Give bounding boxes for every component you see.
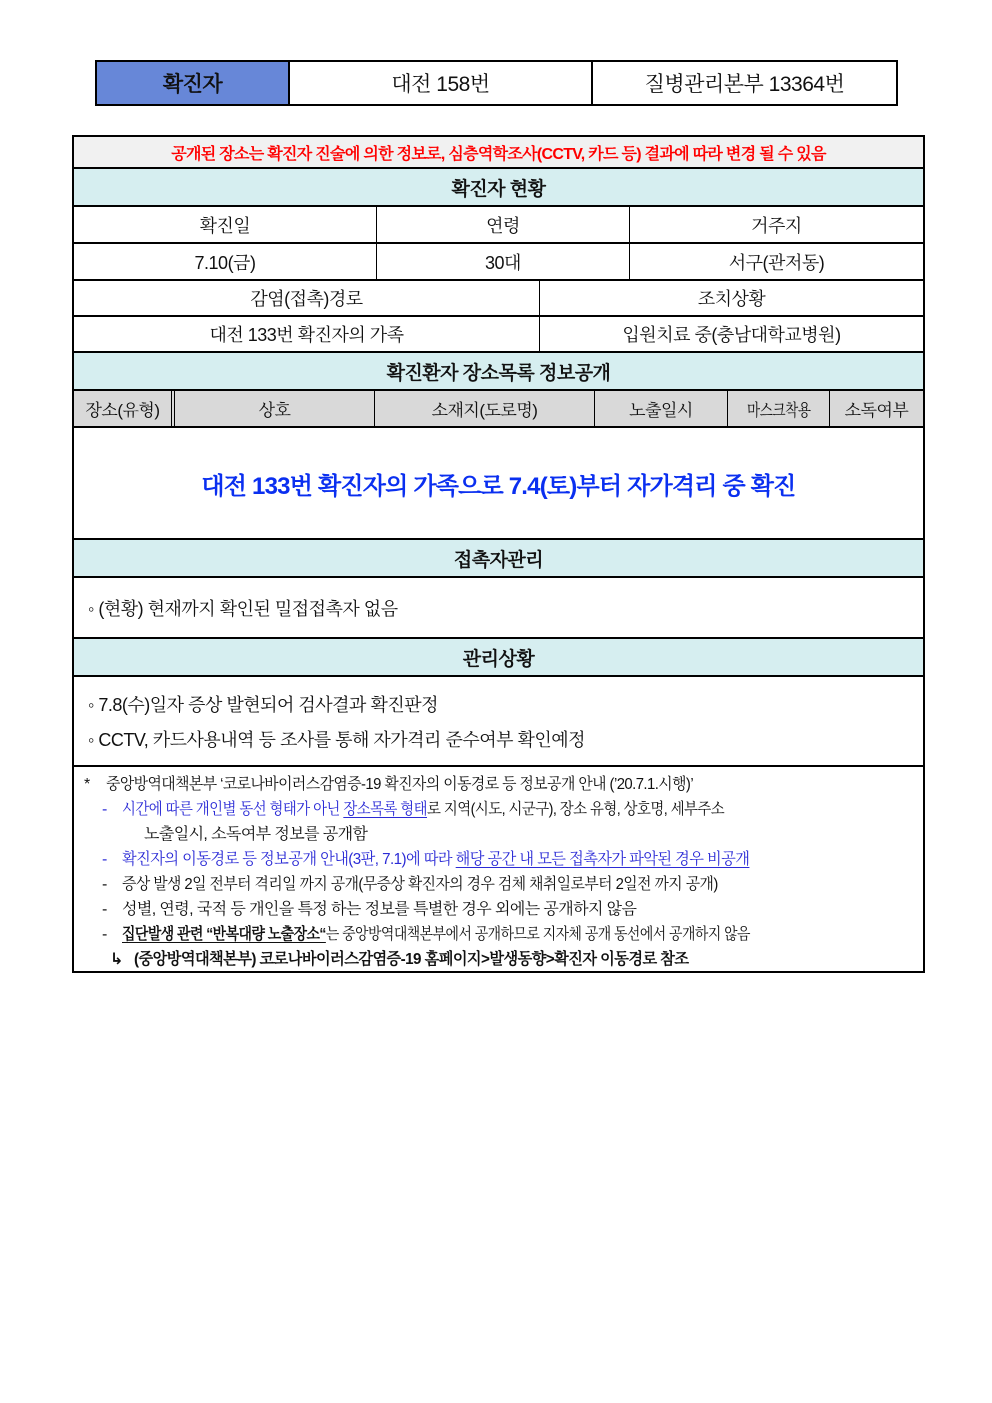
col-mask-worn [728,391,830,426]
col-disinfected: 소독여부 [830,391,923,426]
col-place-type: 장소(유형) [74,391,175,426]
management-content-row [74,677,923,767]
col-action-status: 조치상황 [697,289,766,309]
footnote-3-text: 노출일시, 소독여부 정보를 공개함 [144,826,368,843]
route-header-row [74,281,923,317]
disclaimer-row [74,137,923,169]
places-message-row [74,428,923,540]
footnote-5-text: 증상 발생 2일 전부터 격리일 까지 공개(무증상 확진자의 경우 검체 채취일로부터 2일전 까지 공개) [122,876,718,893]
footnote-marker-asterisk: * [84,776,90,793]
section-places-title: 확진환자 장소목록 정보공개 [74,353,923,391]
footnotes-block [74,767,923,971]
footnote-line-4 [80,847,917,872]
footnote-4-blue-underline: 해당 공간 내 모든 접촉자가 파악된 경우 비공개 [455,851,750,868]
footnote-marker-dash: - [102,926,107,943]
case-local-number: 대전 158번 [290,62,593,104]
footnote-line-6 [80,897,917,922]
section-status-title: 확진자 현황 [74,169,923,207]
disclaimer-text: 공개된 장소는 확진자 진술에 의한 정보로, 심층역학조사(CCTV, 카드 등) 결과에 따라 변경 될 수 있음 [171,145,826,163]
val-residence: 서구(관저동) [728,252,825,273]
section-contacts-title: 접촉자관리 [74,540,923,578]
footnote-2-blue: 시간에 따른 개인별 동선 형태가 아닌 [122,801,344,818]
footnote-marker-dash: - [102,901,107,918]
val-infection-route: 대전 133번 확진자의 가족 [74,317,540,351]
footnote-marker-arrow-icon: ↳ [110,951,123,968]
places-header-row [74,391,923,428]
val-confirm-date: 7.10(금) [74,244,377,279]
footnote-7-bold-underline: 집단발생 관련 “반복대량 노출장소“ [122,926,326,943]
footnote-line-1 [80,772,917,797]
col-confirm-date: 확진일 [74,207,377,242]
management-item-1: ◦ 7.8(수)일자 증상 발현되어 검사결과 확진판정 [88,694,438,715]
footnote-line-7 [80,922,917,947]
footnote-8-text: (중앙방역대책본부) 코로나바이러스감염증-19 홈페이지>발생동향>확진자 이동경로 참조 [134,951,689,968]
route-value-row [74,317,923,353]
footnote-1-text: 중앙방역대책본부 ‘코로나바이러스감염증-19 확진자의 이동경로 등 정보공개 안내 (’20.7.1.시행)’ [106,776,694,793]
footnote-marker-dash: - [102,801,107,818]
footnote-line-8 [80,947,917,972]
col-residence: 거주지 [751,215,802,236]
footnote-2-blue-underline: 장소목록 형태 [343,801,428,818]
col-exposure-datetime: 노출일시 [595,391,728,426]
case-detail-table [72,135,925,973]
val-age: 30대 [377,244,630,279]
status-value-row [74,244,923,281]
status-header-row [74,207,923,244]
section-management-title: 관리상황 [74,639,923,677]
footnote-7-rest: 는 중앙방역대책본부에서 공개하므로 지자체 공개 동선에서 공개하지 않음 [325,926,750,943]
val-action-status: 입원치료 중(충남대학교병원) [622,325,841,345]
footnote-line-5 [80,872,917,897]
col-infection-route: 감염(접촉)경로 [74,281,540,315]
management-item-2: ◦ CCTV, 카드사용내역 등 조사를 통해 자가격리 준수여부 확인예정 [88,729,586,750]
quarantine-message: 대전 133번 확진자의 가족으로 7.4(토)부터 자가격리 중 확진 [201,472,796,500]
case-type-cell: 확진자 [97,62,290,104]
footnote-4-blue: 확진자의 이동경로 등 정보공개 안내(3판, 7.1)에 따라 [122,851,456,868]
footnote-line-2 [80,797,917,822]
col-age: 연령 [377,207,630,242]
col-mask-worn-label: 마스크착용 [746,401,811,420]
contacts-content-row [74,578,923,639]
case-national-number: 질병관리본부 13364번 [644,73,845,96]
case-header-bar [95,60,898,106]
col-place-name: 상호 [175,391,375,426]
footnote-marker-dash: - [102,851,107,868]
footnote-line-3 [80,822,917,847]
contacts-item: ◦ (현황) 현재까지 확인된 밀접접촉자 없음 [88,598,398,619]
footnote-6-text: 성별, 연령, 국적 등 개인을 특정 하는 정보를 특별한 경우 외에는 공개하지 않음 [122,901,637,918]
footnote-2-rest: 로 지역(시도, 시군구), 장소 유형, 상호명, 세부주소 [427,801,725,818]
footnote-marker-dash: - [102,876,107,893]
col-place-address: 소재지(도로명) [375,391,595,426]
